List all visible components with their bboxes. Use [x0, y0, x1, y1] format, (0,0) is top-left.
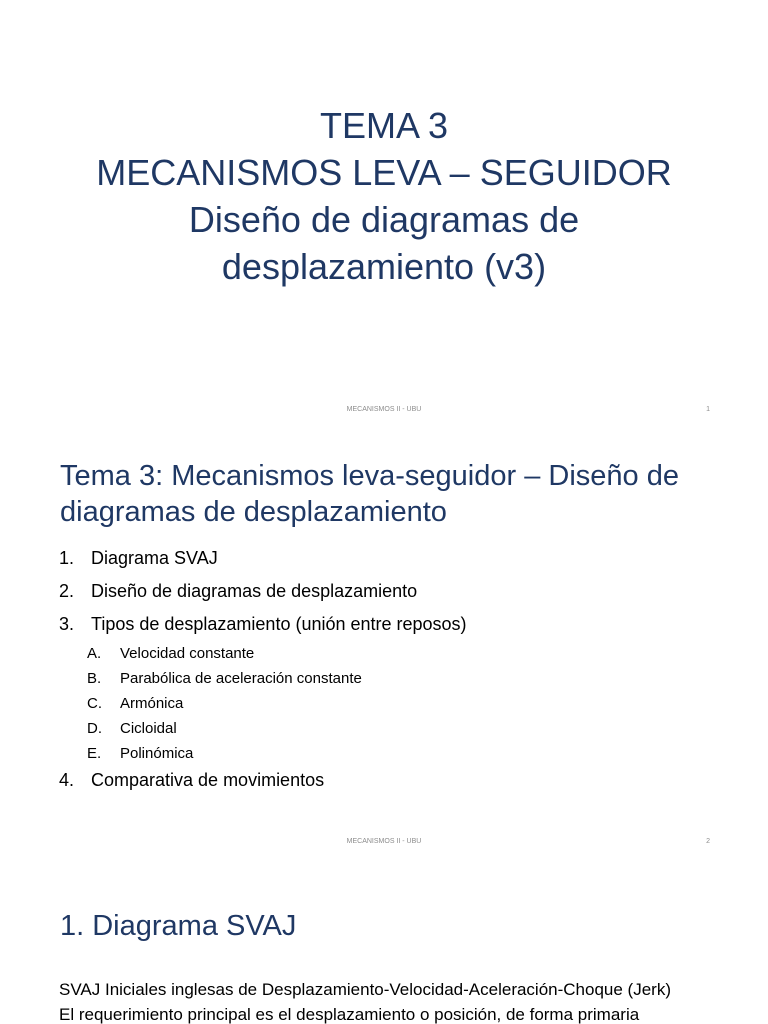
title-line: desplazamiento (v3): [221, 246, 547, 287]
title-line: TEMA 3: [319, 105, 449, 146]
toc-number: 1.: [59, 548, 75, 568]
toc-label: Comparativa de movimientos: [91, 770, 325, 790]
slide-footer: MECANISMOS II - UBU: [346, 406, 422, 413]
slide-2-title: Tema 3: Mecanismos leva-seguidor – Diseño de diagramas de desplazamiento: [60, 460, 679, 528]
body-line: El requerimiento principal es el desplazamiento o posición, de forma primaria: [59, 1005, 640, 1024]
page-number: 1: [706, 406, 710, 413]
toc-subitem: [59, 741, 739, 766]
toc-subitem: [59, 666, 739, 691]
toc-letter: D.: [87, 720, 102, 737]
toc-item: [59, 770, 739, 791]
slide-3-title: 1. Diagrama SVAJ: [60, 910, 297, 942]
slide-footer: MECANISMOS II - UBU: [346, 838, 422, 845]
toc-number: 2.: [59, 581, 75, 601]
toc-item: [59, 581, 739, 602]
toc-letter: A.: [87, 645, 102, 662]
slide-3-body: [59, 977, 759, 1024]
table-of-contents: [59, 548, 739, 803]
toc-letter: C.: [87, 695, 102, 712]
toc-sublabel: Cicloidal: [120, 720, 177, 737]
toc-letter: E.: [87, 745, 102, 762]
toc-sublabel: Parabólica de aceleración constante: [120, 670, 362, 687]
toc-number: 4.: [59, 770, 75, 790]
toc-sublabel: Polinómica: [120, 745, 194, 762]
toc-label: Diseño de diagramas de desplazamiento: [91, 581, 418, 601]
slide-3: [0, 864, 768, 1024]
title-line: MECANISMOS LEVA – SEGUIDOR: [96, 152, 672, 193]
toc-label: Tipos de desplazamiento (unión entre reposos): [91, 614, 467, 634]
slide-1: [0, 0, 768, 432]
toc-subitem: [59, 641, 739, 666]
body-line: SVAJ Iniciales inglesas de Desplazamiento-Velocidad-Aceleración-Choque (Jerk): [59, 980, 671, 999]
toc-item: [59, 548, 739, 569]
toc-number: 3.: [59, 614, 75, 634]
page-number: 2: [706, 838, 710, 845]
title-line: Diseño de diagramas de: [188, 199, 580, 240]
toc-item: [59, 614, 739, 635]
toc-label: Diagrama SVAJ: [91, 548, 218, 568]
toc-sublist: [59, 641, 739, 766]
slide-2: [0, 432, 768, 864]
toc-sublabel: Armónica: [120, 695, 184, 712]
slide-1-title: [0, 102, 768, 290]
toc-letter: B.: [87, 670, 102, 687]
toc-subitem: [59, 716, 739, 741]
toc-subitem: [59, 691, 739, 716]
toc-sublabel: Velocidad constante: [120, 645, 255, 662]
